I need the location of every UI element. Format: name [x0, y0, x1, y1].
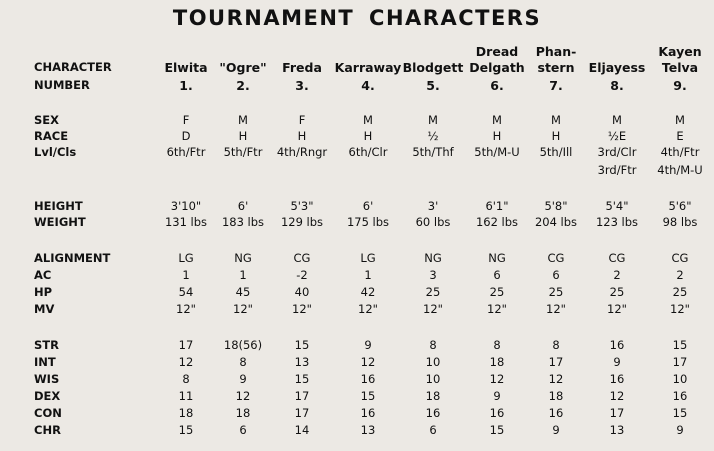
stat-chr: 9 [676, 423, 684, 437]
stat-con: 18 [235, 406, 251, 420]
character-number: 9. [673, 78, 687, 93]
character-number: 8. [610, 78, 624, 93]
stat-str: 15 [294, 338, 310, 352]
stat-weight: 60 lbs [415, 215, 451, 229]
stat-chr: 15 [178, 423, 194, 437]
stat-sex: M [363, 113, 373, 127]
stat-weight: 204 lbs [534, 215, 578, 229]
row-label-race: RACE [34, 129, 69, 143]
stat-wis: 16 [360, 372, 376, 386]
stat-ac: 6 [552, 268, 560, 282]
stat-alignment: CG [671, 251, 689, 265]
row-label-ac: AC [34, 268, 52, 282]
stat-height: 3' [427, 199, 439, 213]
stat-str: 16 [609, 338, 625, 352]
row-label-weight: WEIGHT [34, 215, 86, 229]
row-label-str: STR [34, 338, 59, 352]
stat-weight: 98 lbs [662, 215, 698, 229]
stat-weight: 183 lbs [221, 215, 265, 229]
stat-mv: 12" [358, 302, 378, 316]
row-label-lvl-cls: Lvl/Cls [34, 145, 77, 159]
character-number: 5. [426, 78, 440, 93]
stat-weight: 175 lbs [346, 215, 390, 229]
stat-wis: 12 [548, 372, 564, 386]
character-number: 3. [295, 78, 309, 93]
stat-hp: 25 [425, 285, 441, 299]
stat-wis: 8 [182, 372, 190, 386]
character-number: 4. [361, 78, 375, 93]
stat-dex: 16 [672, 389, 688, 403]
stat-lvl: 6th/Ftr [166, 145, 206, 159]
stat-race: H [297, 129, 307, 143]
stat-race: H [551, 129, 561, 143]
stat-int: 18 [489, 355, 505, 369]
stat-con: 16 [489, 406, 505, 420]
row-label-chr: CHR [34, 423, 61, 437]
stat-height: 6' [362, 199, 374, 213]
stat-mv: 12" [292, 302, 312, 316]
stat-con: 17 [294, 406, 310, 420]
stat-ac: 3 [429, 268, 437, 282]
stat-mv: 12" [670, 302, 690, 316]
character-name: Eljayess [588, 60, 646, 75]
stat-hp: 40 [294, 285, 310, 299]
row-label-int: INT [34, 355, 56, 369]
stat-chr: 6 [239, 423, 247, 437]
stat-con: 16 [425, 406, 441, 420]
stat-str: 18(56) [223, 338, 263, 352]
stat-ac: -2 [296, 268, 308, 282]
stat-chr: 6 [429, 423, 437, 437]
stat-lvl2: 3rd/Ftr [597, 163, 637, 177]
stat-chr: 14 [294, 423, 310, 437]
character-name: Karraway [334, 60, 402, 75]
stat-weight: 123 lbs [595, 215, 639, 229]
stat-race: E [676, 129, 684, 143]
stat-str: 9 [364, 338, 372, 352]
stat-weight: 129 lbs [280, 215, 324, 229]
stat-dex: 12 [609, 389, 625, 403]
row-label-dex: DEX [34, 389, 61, 403]
stat-dex: 18 [548, 389, 564, 403]
stat-ac: 6 [493, 268, 501, 282]
character-name: Blodgett [402, 60, 464, 75]
stat-wis: 10 [672, 372, 688, 386]
stat-hp: 25 [609, 285, 625, 299]
stat-int: 17 [672, 355, 688, 369]
stat-int: 12 [178, 355, 194, 369]
stat-int: 9 [613, 355, 621, 369]
stat-hp: 25 [489, 285, 505, 299]
stat-alignment: LG [360, 251, 376, 265]
character-name: Delgath [469, 60, 525, 75]
character-name: Telva [661, 60, 699, 75]
stat-alignment: CG [608, 251, 626, 265]
character-number: 2. [236, 78, 250, 93]
stat-alignment: LG [178, 251, 194, 265]
character-number: 7. [549, 78, 563, 93]
row-label-character: CHARACTER [34, 60, 112, 74]
stat-race: H [363, 129, 373, 143]
stat-int: 13 [294, 355, 310, 369]
stat-wis: 10 [425, 372, 441, 386]
stat-chr: 9 [552, 423, 560, 437]
stat-weight: 131 lbs [164, 215, 208, 229]
character-name: Freda [282, 60, 322, 75]
stat-alignment: NG [424, 251, 442, 265]
stat-con: 15 [672, 406, 688, 420]
stat-height: 5'3" [290, 199, 314, 213]
stat-str: 8 [429, 338, 437, 352]
row-label-number: NUMBER [34, 78, 90, 92]
stat-alignment: CG [293, 251, 311, 265]
stat-height: 5'4" [605, 199, 629, 213]
stat-int: 8 [239, 355, 247, 369]
stat-alignment: CG [547, 251, 565, 265]
stat-lvl: 5th/Thf [412, 145, 454, 159]
stat-mv: 12" [607, 302, 627, 316]
character-number: 1. [179, 78, 193, 93]
stat-mv: 12" [487, 302, 507, 316]
stat-dex: 11 [178, 389, 194, 403]
stat-alignment: NG [234, 251, 252, 265]
stat-sex: M [612, 113, 622, 127]
stat-ac: 1 [182, 268, 190, 282]
stat-int: 10 [425, 355, 441, 369]
stat-mv: 12" [546, 302, 566, 316]
stat-sex: F [182, 113, 190, 127]
stat-wis: 15 [294, 372, 310, 386]
stat-hp: 25 [548, 285, 564, 299]
stat-dex: 17 [294, 389, 310, 403]
stat-sex: M [675, 113, 685, 127]
stat-str: 8 [552, 338, 560, 352]
stat-lvl: 4th/Ftr [660, 145, 700, 159]
stat-wis: 9 [239, 372, 247, 386]
stat-str: 8 [493, 338, 501, 352]
character-name-line1: Phan- [535, 44, 577, 59]
stat-race: H [238, 129, 248, 143]
stat-lvl: 5th/Ftr [223, 145, 263, 159]
stat-dex: 18 [425, 389, 441, 403]
stat-height: 5'6" [668, 199, 692, 213]
stat-con: 18 [178, 406, 194, 420]
stat-sex: M [238, 113, 248, 127]
stat-dex: 15 [360, 389, 376, 403]
stat-mv: 12" [423, 302, 443, 316]
row-label-hp: HP [34, 285, 53, 299]
stat-hp: 54 [178, 285, 194, 299]
stat-str: 17 [178, 338, 194, 352]
character-name: stern [537, 60, 575, 75]
stat-weight: 162 lbs [475, 215, 519, 229]
page-title: TOURNAMENT CHARACTERS [172, 6, 542, 30]
stat-ac: 2 [613, 268, 621, 282]
character-name-line1: Kayen [658, 44, 702, 59]
stat-con: 16 [360, 406, 376, 420]
character-number: 6. [490, 78, 504, 93]
stat-ac: 1 [239, 268, 247, 282]
stat-dex: 9 [493, 389, 501, 403]
stat-chr: 13 [609, 423, 625, 437]
stat-ac: 1 [364, 268, 372, 282]
stat-height: 5'8" [544, 199, 568, 213]
stat-int: 17 [548, 355, 564, 369]
stat-chr: 15 [489, 423, 505, 437]
stat-lvl: 5th/M-U [474, 145, 520, 159]
stat-chr: 13 [360, 423, 376, 437]
stat-sex: M [492, 113, 502, 127]
character-name: Elwita [164, 60, 208, 75]
row-label-wis: WIS [34, 372, 60, 386]
stat-lvl: 4th/Rngr [276, 145, 328, 159]
row-label-con: CON [34, 406, 62, 420]
stat-alignment: NG [488, 251, 506, 265]
stat-sex: M [551, 113, 561, 127]
stat-int: 12 [360, 355, 376, 369]
stat-con: 17 [609, 406, 625, 420]
stat-hp: 25 [672, 285, 688, 299]
row-label-alignment: ALIGNMENT [34, 251, 111, 265]
stat-ac: 2 [676, 268, 684, 282]
row-label-height: HEIGHT [34, 199, 83, 213]
stat-lvl: 5th/Ill [539, 145, 573, 159]
stat-hp: 45 [235, 285, 251, 299]
stat-str: 15 [672, 338, 688, 352]
stat-race: ½ [427, 129, 439, 143]
stat-lvl: 3rd/Clr [597, 145, 637, 159]
stat-dex: 12 [235, 389, 251, 403]
stat-con: 16 [548, 406, 564, 420]
stat-sex: F [298, 113, 306, 127]
stat-hp: 42 [360, 285, 376, 299]
character-name-line1: Dread [475, 44, 519, 59]
stat-lvl: 6th/Clr [348, 145, 388, 159]
stat-race: ½E [607, 129, 627, 143]
stat-lvl2: 4th/M-U [657, 163, 703, 177]
stat-sex: M [428, 113, 438, 127]
stat-race: D [181, 129, 191, 143]
stat-height: 3'10" [170, 199, 202, 213]
stat-wis: 12 [489, 372, 505, 386]
stat-height: 6' [237, 199, 249, 213]
stat-mv: 12" [176, 302, 196, 316]
row-label-sex: SEX [34, 113, 60, 127]
row-label-mv: MV [34, 302, 55, 316]
character-name: "Ogre" [219, 60, 267, 75]
stat-wis: 16 [609, 372, 625, 386]
stat-race: H [492, 129, 502, 143]
stat-height: 6'1" [485, 199, 509, 213]
stat-mv: 12" [233, 302, 253, 316]
